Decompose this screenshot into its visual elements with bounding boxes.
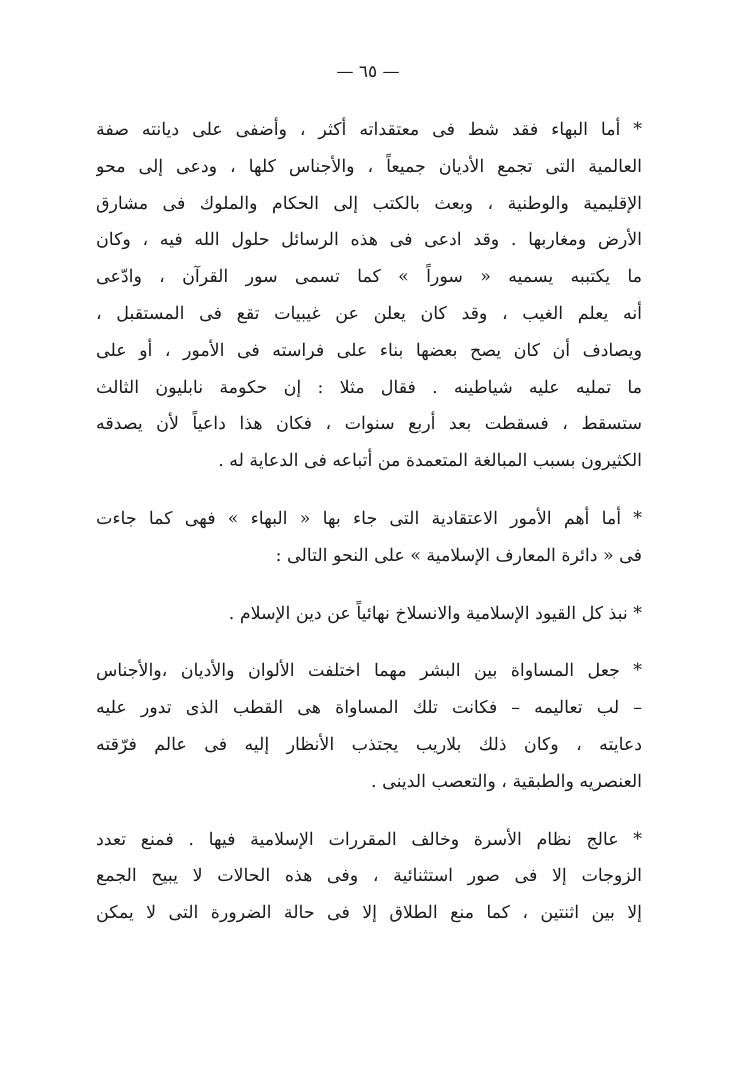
text-line: العالمية التى تجمع الأديان جميعاً ، والأجناس كلها ، ودعى إلى محو [96, 156, 642, 177]
paragraph-equality [96, 653, 642, 800]
text-line: الكثيرون بسبب المبالغة المتعمدة من أتباعه فى الدعاية له . [218, 451, 642, 472]
text-line: أنه يعلم الغيب ، وقد كان يعلن عن غيبيات تقع فى المستقبل ، [96, 303, 642, 324]
text-line: الأرض ومغاربها . وقد ادعى فى هذه الرسائل حلول الله فيه ، وكان [96, 230, 642, 251]
paragraph-gap [96, 480, 642, 501]
text-line: الإقليمية والوطنية ، وبعث بالكتب إلى الحكام والملوك فى مشارق [96, 193, 642, 214]
text-line: * أما أهم الأمور الاعتقادية التى جاء بها « البهاء » فهى كما جاءت [96, 508, 642, 529]
text-line: العنصريه والطبقية ، والتعصب الدينى . [371, 771, 642, 792]
text-line: إلا بين اثنتين ، كما منع الطلاق إلا فى حالة الضرورة التى لا يمكن [96, 903, 642, 924]
body-text [96, 112, 642, 932]
text-line: الزوجات إلا فى صور استثنائية ، وفى هذه الحالات لا يبيح الجمع [96, 866, 642, 887]
paragraph-main-doctrines [96, 501, 642, 575]
text-line: * نبذ كل القيود الإسلامية والانسلاخ نهائياً عن دين الإسلام . [228, 603, 642, 624]
text-line: ستسقط ، فسقطت بعد أربع سنوات ، فكان هذا داعياً لأن يصدقه [96, 414, 642, 435]
page-number: — ٦٥ — [336, 62, 400, 82]
text-line: – لب تعاليمه – فكانت تلك المساواة هى القطب الذى تدور عليه [96, 698, 642, 719]
text-line: ما يكتببه يسميه « سوراً » كما تسمى سور القرآن ، وادّعى [96, 267, 642, 288]
text-line: ما تمليه عليه شياطينه . فقال مثلا : إن حكومة نابليون الثالث [96, 377, 642, 398]
paragraph-gap [96, 801, 642, 822]
paragraph-family-system [96, 822, 642, 932]
paragraph-gap [96, 632, 642, 653]
text-line: ويصادف أن كان يصح بعضها بناء على فراسته فى الأمور ، أو على [96, 340, 642, 361]
text-line: * عالج نظام الأسرة وخالف المقررات الإسلامية فيها . فمنع تعدد [96, 829, 642, 850]
paragraph-bahaa-beliefs [96, 112, 642, 480]
text-line: دعايته ، وكان ذلك بلاريب يجتذب الأنظار إليه فى عالم فرّقته [96, 734, 642, 755]
text-line: * أما البهاء فقد شط فى معتقداته أكثر ، وأضفى على ديانته صفة [96, 120, 642, 140]
text-line: فى « دائرة المعارف الإسلامية » على النحو التالى : [275, 545, 642, 566]
paragraph-rejection [96, 596, 642, 633]
paragraph-gap [96, 575, 642, 596]
text-line: * جعل المساواة بين البشر مهما اختلفت الألوان والأديان ،والأجناس [96, 661, 642, 682]
